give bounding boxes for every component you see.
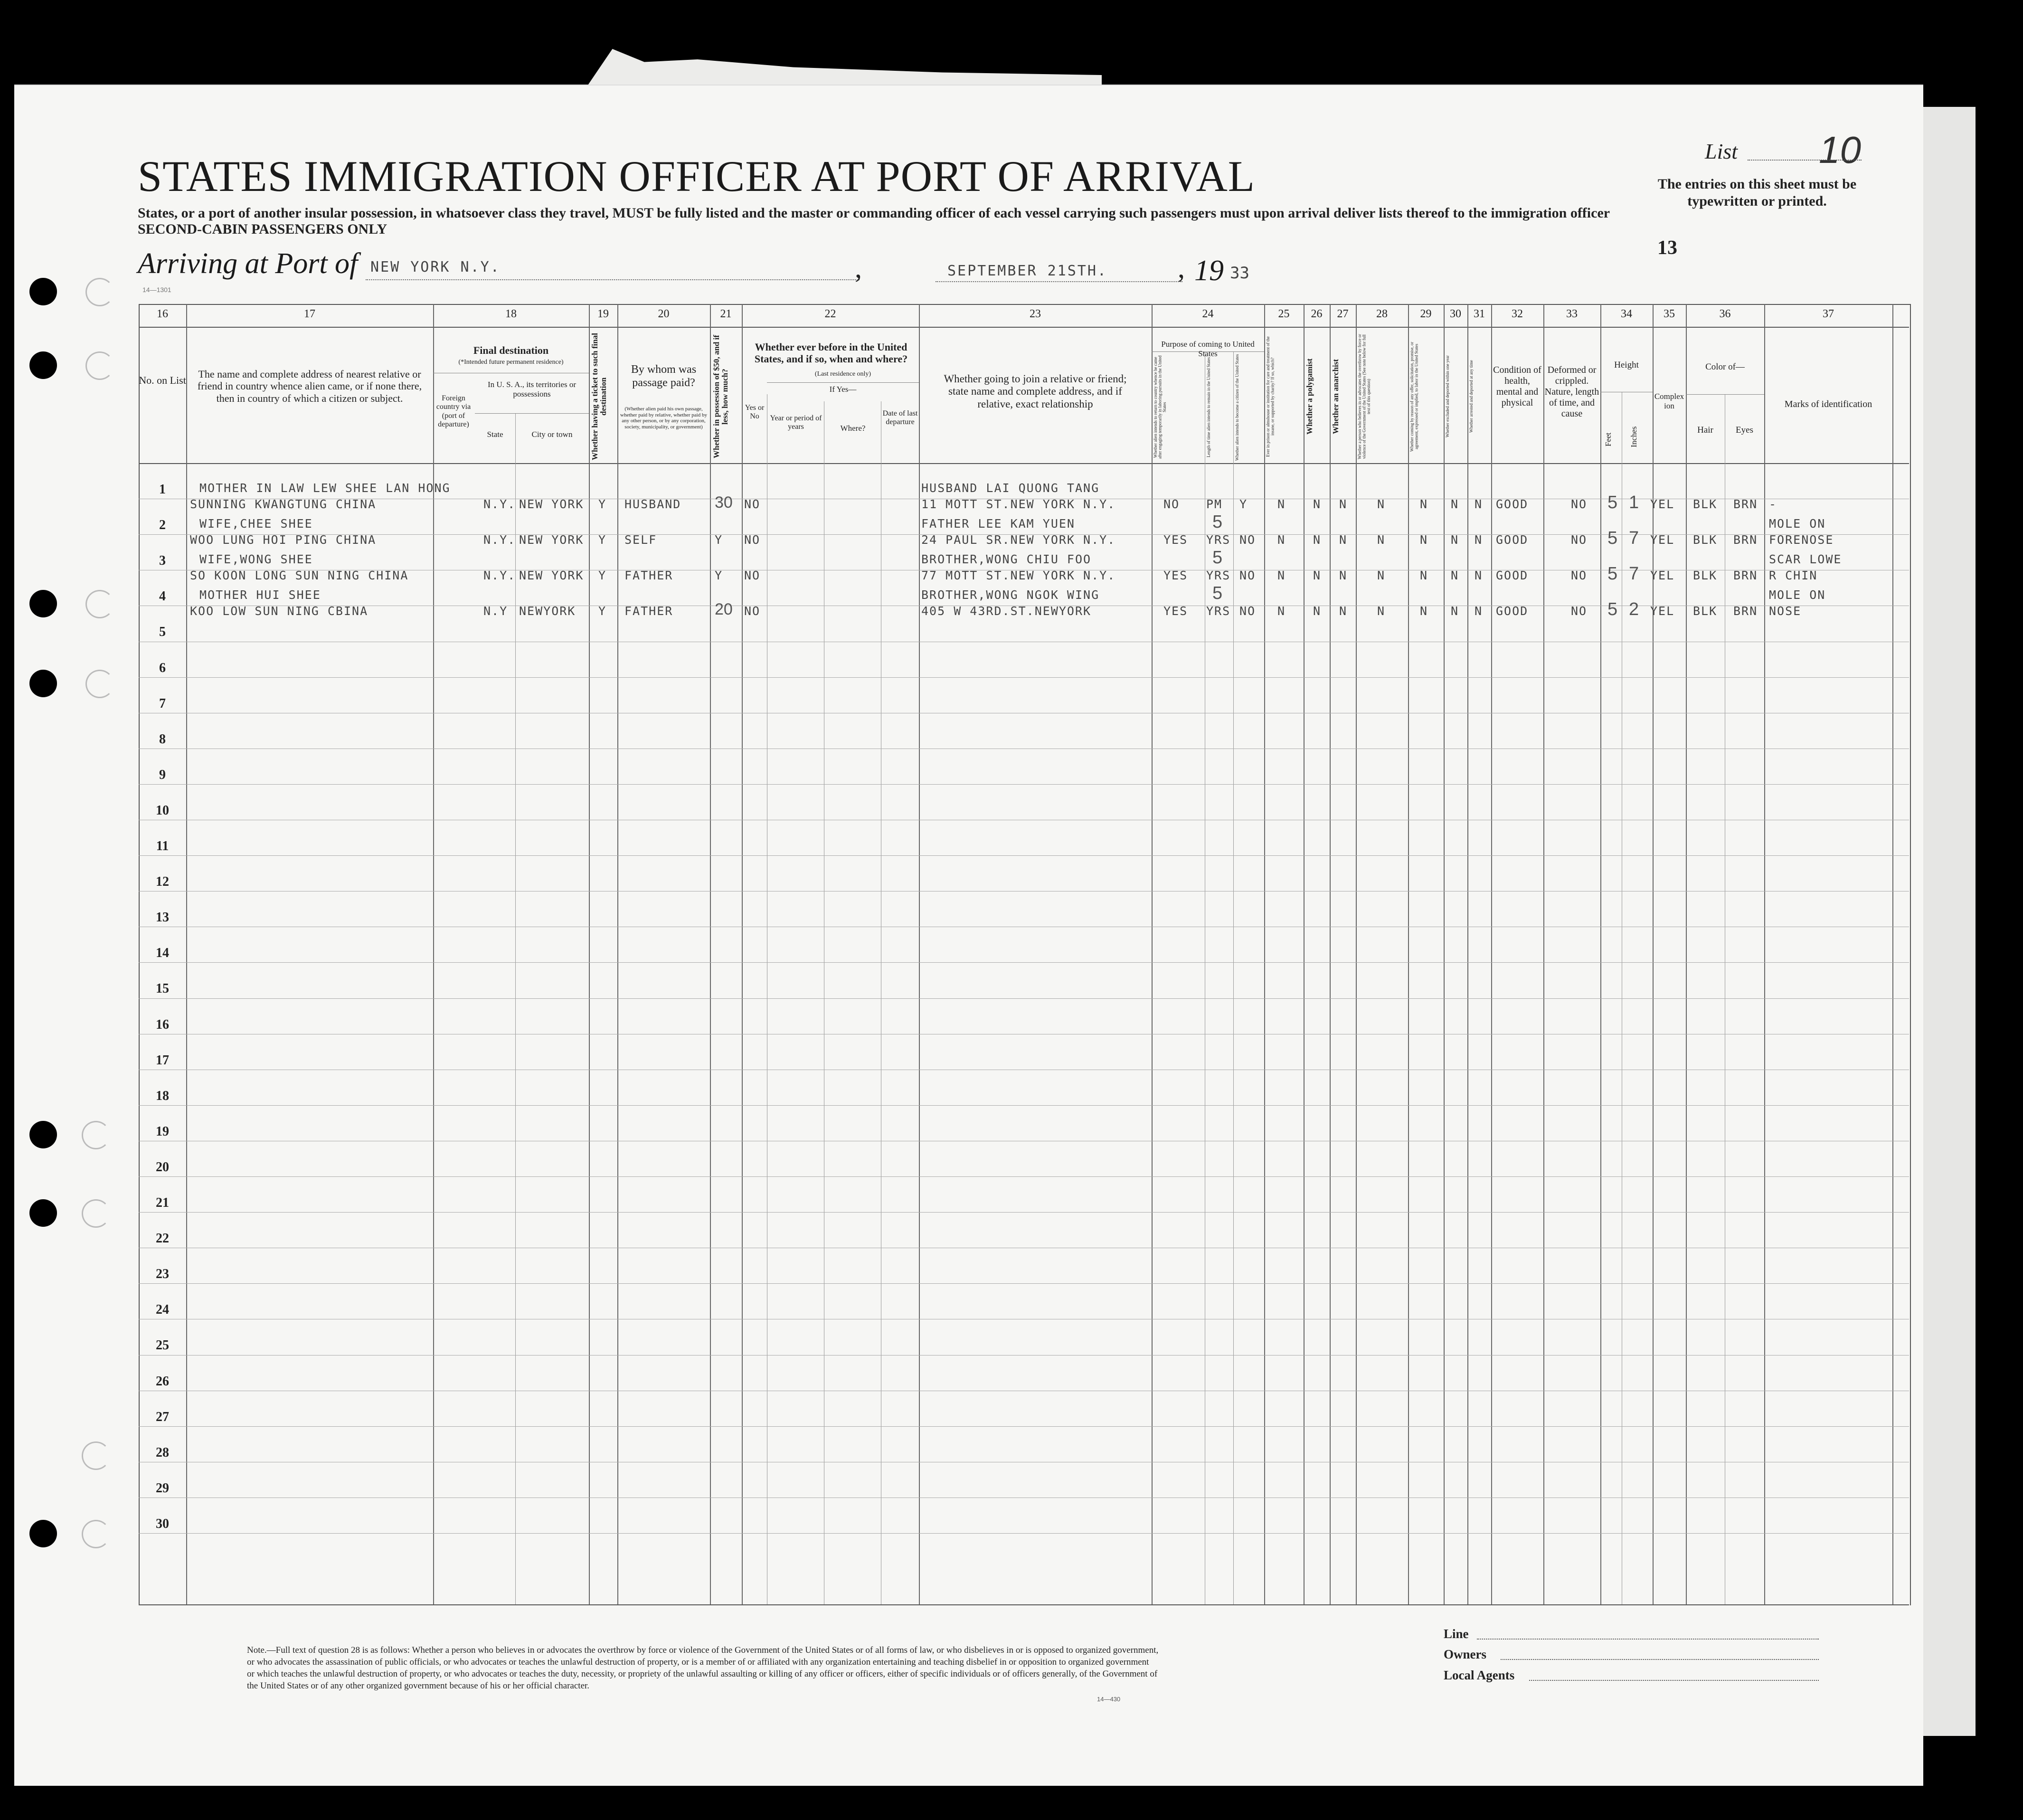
row-number: 10 [156, 803, 169, 818]
q30-cell: N [1451, 497, 1459, 511]
row-line [139, 1176, 1909, 1177]
line-label: Line [1444, 1627, 1469, 1641]
eyes-cell: BRN [1733, 604, 1758, 618]
state-cell: N.Y. [483, 569, 516, 582]
row-number: 18 [156, 1089, 169, 1103]
header-foreign-country: Foreign country via (port of departure) [436, 394, 471, 429]
marks-cell: - [1769, 497, 1777, 511]
city-cell: NEWYORK [519, 604, 576, 618]
marks-cell: R CHIN [1769, 569, 1818, 582]
list-number: 10 [1819, 129, 1861, 171]
header-sub-line [475, 413, 589, 414]
joining-relative-upper-line: BROTHER,WONG CHIU FOO [921, 552, 1092, 566]
sub-column-divider [515, 413, 516, 1604]
note-form-number: 14—430 [1097, 1696, 1121, 1703]
sub-column-divider [1233, 351, 1234, 1604]
length-of-stay-cell: PM [1206, 497, 1223, 511]
header-hair: Hair [1697, 425, 1713, 435]
row-number: 5 [159, 625, 166, 639]
state-cell: N.Y [483, 604, 508, 618]
row-number: 1 [159, 482, 166, 497]
deformed-cell: NO [1571, 497, 1588, 511]
header-yes-no: Yes or No [745, 404, 765, 421]
row-line [139, 1212, 1909, 1213]
length-upper-line: 5 [1212, 583, 1223, 603]
column-number: 28 [1376, 308, 1388, 320]
q27-cell: N [1339, 604, 1348, 618]
header-last-residence: (Last residence only) [814, 370, 871, 378]
citizen-cell: Y [1239, 497, 1248, 511]
hole-shadow-icon [82, 1520, 110, 1548]
column-number: 36 [1719, 308, 1731, 320]
deformed-cell: NO [1571, 533, 1588, 547]
row-line [139, 1426, 1909, 1427]
q31-cell: N [1475, 497, 1483, 511]
row-number: 17 [156, 1053, 169, 1068]
hole-shadow-icon [85, 278, 114, 306]
adjacent-page-edge [1923, 107, 1976, 1736]
header-labor-offer: Whether coming by reason of any offer, solicitation, promise, or agreement, expressed or implied, to labor in the United States [1409, 341, 1419, 452]
complexion-cell: YEL [1650, 569, 1675, 582]
row-number: 2 [159, 518, 166, 532]
binder-hole-icon [29, 351, 57, 379]
health-cell: GOOD [1496, 569, 1529, 582]
hole-shadow-icon [85, 351, 114, 380]
passenger-class-text: SECOND-CABIN PASSENGERS ONLY [138, 221, 388, 237]
complexion-cell: YEL [1650, 533, 1675, 547]
row-number: 12 [156, 874, 169, 889]
hair-cell: BLK [1693, 569, 1718, 582]
header-passage-paid-note: (Whether alien paid his own passage, whether paid by relative, whether paid by any other person, or by any corporation, society, municipality, or government) [620, 406, 707, 430]
header-state: State [487, 430, 503, 439]
table-bottom-line [139, 1604, 1909, 1605]
header-in-usa: In U. S. A., its territories or possessions [487, 380, 577, 398]
relative-address: SO KOON LONG SUN NING CHINA [190, 569, 409, 582]
marks-upper-line: SCAR LOWE [1769, 552, 1842, 566]
relative-upper-line: WIFE,WONG SHEE [199, 552, 313, 566]
row-line [139, 855, 1909, 856]
eyes-cell: BRN [1733, 533, 1758, 547]
row-line [139, 1105, 1909, 1106]
row-number: 26 [156, 1374, 169, 1389]
inches-cell: 2 [1629, 599, 1639, 619]
header-period: Year or period of years [770, 414, 822, 431]
arrival-date: SEPTEMBER 21STH. [947, 263, 1107, 279]
port-of-arrival: NEW YORK N.Y. [370, 259, 501, 275]
ticket-cell: Y [598, 604, 607, 618]
health-cell: GOOD [1496, 604, 1529, 618]
deformed-cell: NO [1571, 569, 1588, 582]
length-of-stay-cell: YRS [1206, 604, 1231, 618]
row-number: 25 [156, 1338, 169, 1353]
header-where: Where? [840, 424, 866, 433]
marks-upper-line: MOLE ON [1769, 588, 1826, 602]
header-marks: Marks of identification [1784, 399, 1872, 409]
header-joining-relative: Whether going to join a relative or friend; state name and complete address, and if relative, exact relationship [944, 373, 1127, 410]
row-line [139, 1283, 1909, 1284]
hair-cell: BLK [1693, 604, 1718, 618]
q27-cell: N [1339, 497, 1348, 511]
row-number: 3 [159, 553, 166, 568]
relative-upper-line: MOTHER HUI SHEE [199, 588, 321, 602]
eyes-cell: BRN [1733, 497, 1758, 511]
citizen-cell: NO [1239, 533, 1256, 547]
hole-shadow-icon [82, 1121, 110, 1149]
length-of-stay-cell: YRS [1206, 569, 1231, 582]
q28-cell: N [1377, 497, 1386, 511]
owners-label: Owners [1444, 1647, 1486, 1661]
year-prefix: 19 [1194, 255, 1224, 287]
before-cell: NO [744, 533, 761, 547]
row-number: 24 [156, 1302, 169, 1317]
q29-cell: N [1420, 604, 1428, 618]
q25-cell: N [1277, 569, 1286, 582]
money-cell: Y [715, 533, 723, 547]
header-height: Height [1614, 360, 1639, 370]
header-passage-paid: By whom was passage paid? [631, 363, 697, 389]
state-cell: N.Y. [483, 497, 516, 511]
instruction-text: States, or a port of another insular possession, in whatsoever class they travel, MUST be fully listed and the master or commanding officer of each vessel carrying such passengers must upon arrival deliver lists thereof to the immigration officer [138, 205, 1610, 221]
entries-note: The entries on this sheet must be typewritten or printed. [1657, 176, 1857, 209]
row-line [139, 998, 1909, 999]
header-deported: Whether arrested and deported at any time [1469, 360, 1474, 433]
joining-relative-address: 77 MOTT ST.NEW YORK N.Y. [921, 569, 1116, 582]
row-number: 30 [156, 1517, 169, 1531]
city-cell: NEW YORK [519, 569, 584, 582]
column-number: 35 [1664, 308, 1675, 320]
header-final-destination-note: (*Intended future permanent residence) [458, 359, 564, 366]
header-deformed: Deformed or crippled. Nature, length of time, and cause [1544, 365, 1599, 419]
q28-cell: N [1377, 533, 1386, 547]
header-health: Condition of health, mental and physical [1493, 365, 1541, 408]
q27-cell: N [1339, 533, 1348, 547]
row-number: 13 [156, 910, 169, 925]
row-number: 22 [156, 1231, 169, 1246]
header-intends-citizen: Whether alien intends to become a citizen of the United States [1235, 354, 1239, 461]
header-anarchist: Whether an anarchist [1331, 359, 1340, 435]
q28-cell: N [1377, 604, 1386, 618]
row-number: 4 [159, 589, 166, 604]
intends-return-cell: YES [1163, 569, 1188, 582]
column-number: 29 [1420, 308, 1432, 320]
column-number: 22 [824, 308, 836, 320]
relative-address: SUNNING KWANGTUNG CHINA [190, 497, 377, 511]
intends-return-cell: YES [1163, 533, 1188, 547]
column-number: 18 [505, 308, 517, 320]
marks-cell: NOSE [1769, 604, 1802, 618]
q30-cell: N [1451, 569, 1459, 582]
header-last-departure: Date of last departure [882, 409, 918, 427]
line-blank [1477, 1639, 1819, 1640]
length-of-stay-cell: YRS [1206, 533, 1231, 547]
header-final-destination: Final destination [473, 344, 549, 356]
comma: , [1178, 252, 1185, 284]
row-line [139, 784, 1909, 785]
row-number: 19 [156, 1124, 169, 1139]
hole-shadow-icon [85, 590, 114, 618]
arriving-label: Arriving at Port of [138, 247, 358, 280]
list-number-line [1748, 160, 1862, 161]
local-agents-label: Local Agents [1444, 1668, 1515, 1682]
length-upper-line: 5 [1212, 512, 1223, 532]
length-upper-line: 5 [1212, 548, 1223, 568]
comma: , [855, 252, 862, 284]
header-money: Whether in possession of $50, and if less, how much? [712, 335, 729, 458]
header-bottom-line [139, 463, 1909, 464]
hair-cell: BLK [1693, 497, 1718, 511]
column-number: 24 [1202, 308, 1214, 320]
binder-hole-icon [29, 1520, 57, 1547]
header-ever-before-in-us: Whether ever before in the United States, and if so, when and where? [754, 341, 908, 365]
binder-hole-icon [29, 1121, 57, 1148]
row-line [139, 677, 1909, 678]
header-purpose: Purpose of coming to United States [1161, 340, 1255, 358]
joining-relative-address: 11 MOTT ST.NEW YORK N.Y. [921, 497, 1116, 511]
health-cell: GOOD [1496, 497, 1529, 511]
relative-address: WOO LUNG HOI PING CHINA [190, 533, 377, 547]
binder-hole-icon [29, 278, 57, 305]
joining-relative-upper-line: BROTHER,WONG NGOK WING [921, 588, 1100, 602]
q26-cell: N [1313, 604, 1322, 618]
joining-relative-upper-line: FATHER LEE KAM YUEN [921, 517, 1075, 531]
column-number: 23 [1030, 308, 1041, 320]
hole-shadow-icon [85, 670, 114, 698]
q28-cell: N [1377, 569, 1386, 582]
column-number: 31 [1474, 308, 1485, 320]
money-cell: Y [715, 569, 723, 582]
form-number: 14—1301 [142, 286, 171, 294]
binder-hole-icon [29, 1199, 57, 1227]
row-number: 6 [159, 661, 166, 675]
row-number: 21 [156, 1195, 169, 1210]
row-number: 23 [156, 1267, 169, 1281]
complexion-cell: YEL [1650, 604, 1675, 618]
ticket-cell: Y [598, 497, 607, 511]
city-cell: NEW YORK [519, 533, 584, 547]
header-excluded: Whether excluded and deported within one year [1445, 355, 1450, 438]
q29-cell: N [1420, 497, 1428, 511]
joining-relative-address: 405 W 43RD.ST.NEWYORK [921, 604, 1092, 618]
column-number: 19 [597, 308, 609, 320]
q31-cell: N [1475, 533, 1483, 547]
row-number: 29 [156, 1481, 169, 1496]
q29-cell: N [1420, 533, 1428, 547]
deformed-cell: NO [1571, 604, 1588, 618]
question-28-note: Note.—Full text of question 28 is as follows: Whether a person who believes in or advocates the overthrow by force or violence of the Government of the United States or of all forms of law, or who disbelieves in or is opposed to organized government, or who advocates the assassination of public officials, or who advocates or teaches the unlawful destruction of property, or is a member of or affiliated with any organization entertaining and teaching disbelief in or opposition to organized government or which teaches the unlawful destruction of property, or who advocates or teaches the duty, necessity, or propriety of the unlawful assaulting or killing of any officer or officers, either of specific individuals or of officers generally, of the Government of the United States or of any other organized government because of his or her official character. [247, 1645, 1159, 1691]
before-cell: NO [744, 604, 761, 618]
inches-cell: 7 [1629, 528, 1639, 548]
relative-upper-line: MOTHER IN LAW LEW SHEE LAN HONG [199, 481, 451, 495]
column-number: 30 [1450, 308, 1461, 320]
q26-cell: N [1313, 569, 1322, 582]
header-ticket: Whether having a ticket to such final destination [590, 333, 608, 460]
q26-cell: N [1313, 533, 1322, 547]
relative-upper-line: WIFE,CHEE SHEE [199, 517, 313, 531]
q25-cell: N [1277, 533, 1286, 547]
q31-cell: N [1475, 569, 1483, 582]
header-if-yes: If Yes— [829, 385, 857, 394]
q27-cell: N [1339, 569, 1348, 582]
row-number: 27 [156, 1410, 169, 1424]
row-number: 15 [156, 981, 169, 996]
row-number: 14 [156, 946, 169, 960]
column-number: 34 [1621, 308, 1632, 320]
q26-cell: N [1313, 497, 1322, 511]
money-cell: 30 [715, 493, 733, 512]
column-number: 27 [1337, 308, 1349, 320]
marks-upper-line: MOLE ON [1769, 517, 1826, 531]
state-cell: N.Y. [483, 533, 516, 547]
column-number-row-line [139, 327, 1909, 328]
row-line [139, 1533, 1909, 1534]
inches-cell: 7 [1629, 564, 1639, 584]
citizen-cell: NO [1239, 604, 1256, 618]
header-sub-line [767, 382, 919, 383]
paid-by-cell: SELF [624, 533, 657, 547]
header-no-on-list: No. on List [139, 374, 186, 386]
hole-shadow-icon [82, 1199, 110, 1228]
intends-return-cell: YES [1163, 604, 1188, 618]
header-eyes: Eyes [1736, 425, 1753, 435]
header-polygamist: Whether a polygamist [1305, 358, 1314, 435]
column-number: 26 [1311, 308, 1323, 320]
column-number: 16 [157, 308, 168, 320]
page-title: STATES IMMIGRATION OFFICER AT PORT OF ARRIVAL [138, 152, 1255, 200]
column-number: 21 [720, 308, 732, 320]
column-number: 33 [1566, 308, 1578, 320]
feet-cell: 5 [1607, 493, 1618, 512]
health-cell: GOOD [1496, 533, 1529, 547]
paid-by-cell: HUSBAND [624, 497, 681, 511]
header-prison: Ever in prison or almshouse or institution for care and treatment of the insane, or supported by charity? If so, which? [1266, 336, 1275, 457]
row-number: 28 [156, 1445, 169, 1460]
local-agents-blank [1529, 1680, 1819, 1681]
paid-by-cell: FATHER [624, 569, 673, 582]
paid-by-cell: FATHER [624, 604, 673, 618]
city-cell: NEW YORK [519, 497, 584, 511]
row-number: 7 [159, 696, 166, 711]
row-line [139, 962, 1909, 963]
header-question-28: Whether a person who believes in or advocates the overthrow by force or violence of the Government of the United States (See note below for full text of this question) [1357, 334, 1371, 459]
q29-cell: N [1420, 569, 1428, 582]
row-line [139, 1355, 1909, 1356]
before-cell: NO [744, 497, 761, 511]
complexion-cell: YEL [1650, 497, 1675, 511]
feet-cell: 5 [1607, 564, 1618, 584]
feet-cell: 5 [1607, 599, 1618, 619]
header-relative-abroad: The name and complete address of nearest relative or friend in country whence alien came, or if none there, then in country of which a citizen or subject. [197, 368, 422, 404]
column-number: 17 [304, 308, 315, 320]
eyes-cell: BRN [1733, 569, 1758, 582]
q30-cell: N [1451, 604, 1459, 618]
joining-relative-upper-line: HUSBAND LAI QUONG TANG [921, 481, 1100, 495]
ticket-cell: Y [598, 569, 607, 582]
inches-cell: 1 [1629, 493, 1639, 512]
q30-cell: N [1451, 533, 1459, 547]
header-sub-line [1686, 394, 1764, 395]
hair-cell: BLK [1693, 533, 1718, 547]
list-label: List [1705, 139, 1738, 163]
q25-cell: N [1277, 497, 1286, 511]
port-line [366, 279, 860, 280]
sheet-number: 13 [1657, 237, 1677, 259]
marks-cell: FORENOSE [1769, 533, 1834, 547]
citizen-cell: NO [1239, 569, 1256, 582]
header-city: City or town [531, 430, 573, 439]
row-number: 16 [156, 1017, 169, 1032]
column-number: 37 [1823, 308, 1834, 320]
row-number: 8 [159, 732, 166, 747]
row-number: 20 [156, 1160, 169, 1175]
intends-return-cell: NO [1163, 497, 1180, 511]
header-feet: Feet [1604, 432, 1613, 446]
header-length-of-stay: Length of time alien intends to remain in the United States [1206, 357, 1211, 457]
hole-shadow-icon [82, 1441, 110, 1470]
ticket-cell: Y [598, 533, 607, 547]
row-number: 11 [156, 839, 169, 853]
column-number: 32 [1512, 308, 1523, 320]
feet-cell: 5 [1607, 528, 1618, 548]
owners-blank [1501, 1659, 1819, 1660]
q31-cell: N [1475, 604, 1483, 618]
binder-hole-icon [29, 590, 57, 617]
binder-hole-icon [29, 670, 57, 697]
before-cell: NO [744, 569, 761, 582]
column-number: 25 [1278, 308, 1290, 320]
date-line [936, 281, 1182, 282]
row-number: 9 [159, 768, 166, 782]
q25-cell: N [1277, 604, 1286, 618]
column-number: 20 [658, 308, 670, 320]
year-suffix: 33 [1230, 264, 1249, 283]
header-intends-return: Whether alien intends to return to country whence he came after engaging temporarily in laboring pursuits in the United States [1153, 355, 1167, 459]
header-inches: Inches [1629, 426, 1638, 448]
header-complexion: Complexion [1654, 392, 1684, 410]
money-cell: 20 [715, 600, 733, 618]
relative-address: KOO LOW SUN NING CBINA [190, 604, 369, 618]
joining-relative-address: 24 PAUL SR.NEW YORK N.Y. [921, 533, 1116, 547]
header-color-of: Color of— [1705, 362, 1745, 372]
